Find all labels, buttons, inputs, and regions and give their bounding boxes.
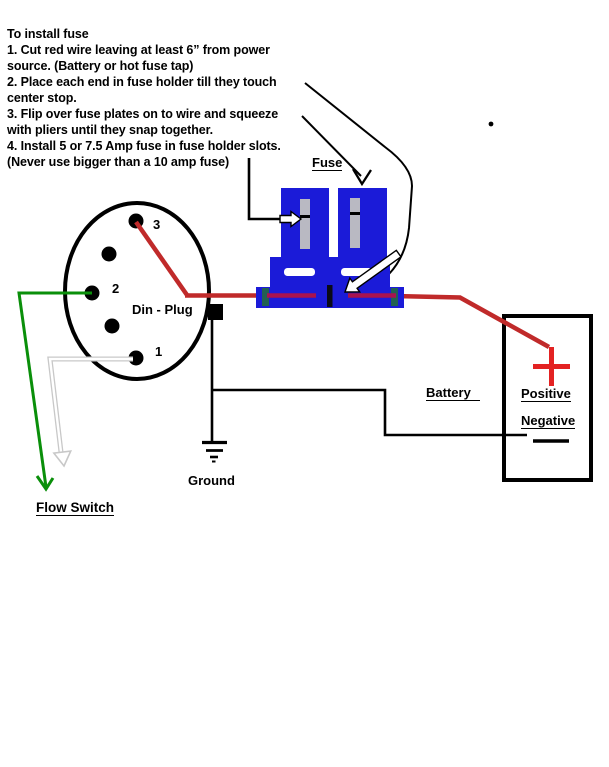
din-plug-label: Din - Plug: [132, 302, 193, 317]
center-stop: [327, 285, 333, 307]
instruction-line: To install fuse: [7, 27, 89, 41]
instruction-line: 3. Flip over fuse plates on to wire and squeeze: [7, 107, 279, 121]
stray-dot: [489, 122, 494, 127]
fuse-holder: [256, 188, 404, 308]
pin-2-label: 2: [112, 281, 120, 296]
positive-label: Positive: [521, 386, 571, 401]
flow-switch-label: Flow Switch: [36, 500, 115, 515]
din-plug-connector-block: [208, 304, 223, 320]
fuse-slot-right: [350, 198, 360, 248]
negative-label: Negative: [521, 413, 576, 428]
red-wire-pin3: [136, 222, 187, 295]
instruction-line: (Never use bigger than a 10 amp fuse): [7, 155, 230, 169]
fuse-tower-right: [338, 188, 387, 258]
ground-label: Ground: [188, 473, 235, 488]
fuse-slots: [300, 198, 360, 249]
instruction-line: 2. Place each end in fuse holder till they touch: [7, 75, 277, 89]
positive-terminal-symbol: [533, 347, 570, 386]
pin-3-label: 3: [153, 217, 161, 232]
pin-lower-dot: [105, 319, 120, 334]
fuse-slot-left: [300, 199, 310, 249]
instruction-line: 1. Cut red wire leaving at least 6” from power: [7, 43, 270, 57]
instruction-line: center stop.: [7, 91, 77, 105]
instructions-block: [7, 26, 281, 170]
pin-upper-dot: [102, 247, 117, 262]
instruction-line: 4. Install 5 or 7.5 Amp fuse in fuse holder slots.: [7, 139, 281, 153]
instruction-line: source. (Battery or hot fuse tap): [7, 59, 194, 73]
pin-1-label: 1: [155, 344, 163, 359]
battery-label: Battery: [426, 385, 480, 401]
fuse-label: Fuse: [312, 155, 343, 170]
fuse-plate-slot-left: [284, 268, 315, 276]
red-wire-to-battery: [394, 296, 549, 347]
instruction-line: with pliers until they snap together.: [7, 123, 214, 137]
